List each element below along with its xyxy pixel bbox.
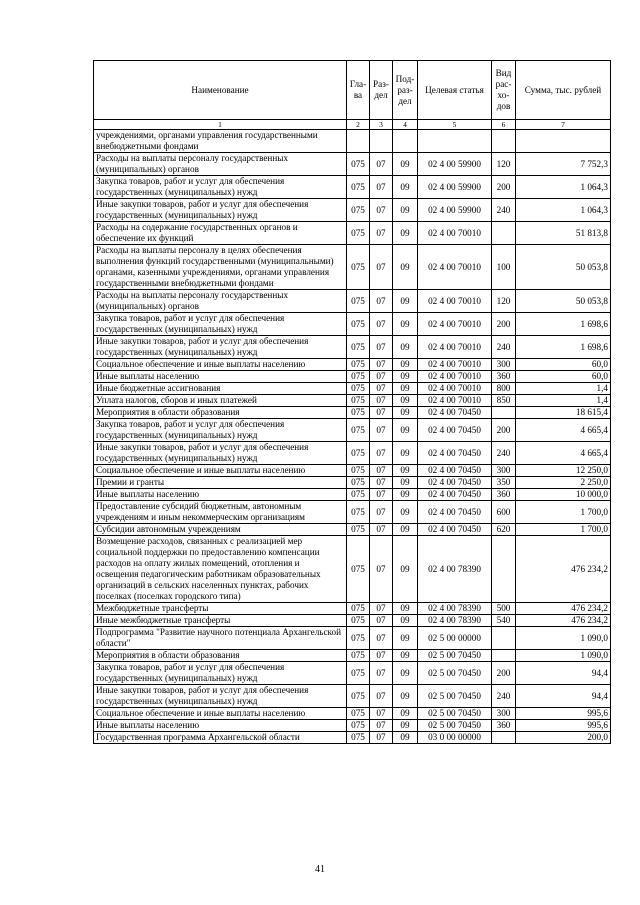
table-row [94, 524, 611, 536]
cell-expense-type: 200 [492, 662, 516, 685]
table-row [94, 383, 611, 395]
cell-section: 07 [370, 383, 393, 395]
cell-amount: 1 700,0 [516, 524, 611, 536]
table-row [94, 313, 611, 336]
cell-chapter: 075 [347, 524, 370, 536]
cell-chapter: 075 [347, 419, 370, 442]
cell-chapter: 075 [347, 615, 370, 627]
cell-chapter: 075 [347, 371, 370, 383]
cell-section: 07 [370, 603, 393, 615]
cell-section [370, 130, 393, 153]
cell-section: 07 [370, 245, 393, 290]
cell-amount: 1 090,0 [516, 627, 611, 650]
header-expense-type: Вид рас-хо-дов [492, 61, 516, 120]
cell-section: 07 [370, 627, 393, 650]
table-row [94, 245, 611, 290]
cell-subsection: 09 [393, 732, 418, 744]
table-row [94, 465, 611, 477]
cell-section: 07 [370, 662, 393, 685]
cell-name: Иные межбюджетные трансферты [94, 615, 347, 627]
cell-subsection: 09 [393, 489, 418, 501]
cell-name: Премии и гранты [94, 477, 347, 489]
cell-section: 07 [370, 199, 393, 222]
cell-expense-type: 240 [492, 336, 516, 359]
cell-section: 07 [370, 501, 393, 524]
cell-name: Расходы на выплаты персоналу в целях обеспечения выполнения функций государственными (муниципальными) органами, казенными учреждениями, органами управления государственными внебюджетными фондами [94, 245, 347, 290]
cell-expense-type: 240 [492, 199, 516, 222]
cell-subsection: 09 [393, 199, 418, 222]
cell-amount: 51 813,8 [516, 222, 611, 245]
cell-section: 07 [370, 615, 393, 627]
cell-target-article: 02 4 00 70010 [418, 395, 492, 407]
cell-name: Социальное обеспечение и иные выплаты населению [94, 708, 347, 720]
cell-name: Предоставление субсидий бюджетным, автономным учреждениям и иным некоммерческим организациям [94, 501, 347, 524]
cell-section: 07 [370, 153, 393, 176]
cell-section: 07 [370, 419, 393, 442]
cell-target-article: 02 4 00 78390 [418, 615, 492, 627]
cell-section: 07 [370, 477, 393, 489]
cell-expense-type: 240 [492, 685, 516, 708]
cell-subsection: 09 [393, 524, 418, 536]
cell-subsection: 09 [393, 245, 418, 290]
cell-expense-type: 800 [492, 383, 516, 395]
cell-name: Мероприятия в области образования [94, 650, 347, 662]
cell-name: Закупка товаров, работ и услуг для обеспечения государственных (муниципальных) нужд [94, 313, 347, 336]
cell-expense-type: 360 [492, 371, 516, 383]
column-number: 2 [347, 120, 370, 130]
table-row [94, 650, 611, 662]
cell-target-article: 02 4 00 59900 [418, 199, 492, 222]
cell-chapter: 075 [347, 336, 370, 359]
cell-amount: 50 053,8 [516, 245, 611, 290]
cell-name: Уплата налогов, сборов и иных платежей [94, 395, 347, 407]
cell-chapter: 075 [347, 395, 370, 407]
cell-target-article: 02 4 00 59900 [418, 176, 492, 199]
cell-section: 07 [370, 336, 393, 359]
table-row [94, 627, 611, 650]
cell-amount: 995,6 [516, 720, 611, 732]
cell-expense-type: 100 [492, 245, 516, 290]
cell-amount: 1 064,3 [516, 199, 611, 222]
cell-expense-type: 620 [492, 524, 516, 536]
cell-amount: 1,4 [516, 383, 611, 395]
cell-target-article: 02 4 00 70450 [418, 477, 492, 489]
cell-section: 07 [370, 708, 393, 720]
header-chapter: Гла-ва [347, 61, 370, 120]
cell-target-article: 03 0 00 00000 [418, 732, 492, 744]
cell-amount: 1,4 [516, 395, 611, 407]
cell-amount: 1 700,0 [516, 501, 611, 524]
table-row [94, 501, 611, 524]
cell-target-article: 02 4 00 70010 [418, 336, 492, 359]
cell-target-article [418, 130, 492, 153]
column-number: 1 [94, 120, 347, 130]
cell-name: Закупка товаров, работ и услуг для обеспечения государственных (муниципальных) нужд [94, 176, 347, 199]
cell-section: 07 [370, 685, 393, 708]
cell-target-article: 02 4 00 70010 [418, 222, 492, 245]
cell-subsection: 09 [393, 222, 418, 245]
page-number: 41 [315, 864, 325, 875]
cell-section: 07 [370, 290, 393, 313]
cell-name: Возмещение расходов, связанных с реализацией мер социальной поддержки по предоставлению компенсации расходов на оплату жилых помещений, отопления и освещения педагогическим работникам образовательных организаций в сельских населенных пунктах, рабочих поселках (поселках городского типа) [94, 536, 347, 603]
table-row [94, 290, 611, 313]
cell-section: 07 [370, 465, 393, 477]
table-body [94, 130, 611, 744]
header-name: Наименование [94, 61, 347, 120]
cell-subsection: 09 [393, 395, 418, 407]
table-row [94, 489, 611, 501]
cell-amount: 10 000,0 [516, 489, 611, 501]
cell-chapter: 075 [347, 685, 370, 708]
cell-target-article: 02 4 00 78390 [418, 536, 492, 603]
cell-subsection: 09 [393, 536, 418, 603]
cell-amount: 12 250,0 [516, 465, 611, 477]
cell-amount: 4 665,4 [516, 419, 611, 442]
cell-expense-type [492, 650, 516, 662]
cell-section: 07 [370, 359, 393, 371]
cell-target-article: 02 4 00 70010 [418, 290, 492, 313]
cell-target-article: 02 5 00 00000 [418, 627, 492, 650]
cell-subsection: 09 [393, 720, 418, 732]
cell-name: Иные закупки товаров, работ и услуг для обеспечения государственных (муниципальных) нужд [94, 442, 347, 465]
header-subsection: Под-раз-дел [393, 61, 418, 120]
cell-chapter: 075 [347, 536, 370, 603]
cell-subsection: 09 [393, 477, 418, 489]
cell-name: Иные закупки товаров, работ и услуг для обеспечения государственных (муниципальных) нужд [94, 199, 347, 222]
column-number: 4 [393, 120, 418, 130]
cell-subsection: 09 [393, 465, 418, 477]
table-row [94, 536, 611, 603]
cell-name: Социальное обеспечение и иные выплаты населению [94, 465, 347, 477]
cell-target-article: 02 4 00 70450 [418, 524, 492, 536]
cell-expense-type [492, 222, 516, 245]
cell-name: Иные выплаты населению [94, 371, 347, 383]
cell-amount: 18 615,4 [516, 407, 611, 419]
cell-section: 07 [370, 524, 393, 536]
cell-chapter: 075 [347, 650, 370, 662]
table-row [94, 662, 611, 685]
table-row [94, 419, 611, 442]
cell-chapter: 075 [347, 442, 370, 465]
cell-expense-type: 120 [492, 290, 516, 313]
cell-amount: 1 698,6 [516, 336, 611, 359]
cell-chapter: 075 [347, 407, 370, 419]
cell-expense-type: 600 [492, 501, 516, 524]
cell-chapter: 075 [347, 290, 370, 313]
cell-chapter: 075 [347, 603, 370, 615]
cell-expense-type [492, 130, 516, 153]
cell-chapter: 075 [347, 313, 370, 336]
cell-section: 07 [370, 489, 393, 501]
cell-subsection: 09 [393, 359, 418, 371]
cell-target-article: 02 5 00 70450 [418, 662, 492, 685]
cell-chapter: 075 [347, 383, 370, 395]
cell-subsection: 09 [393, 383, 418, 395]
cell-expense-type: 300 [492, 465, 516, 477]
column-number-row [94, 120, 611, 130]
cell-subsection: 09 [393, 176, 418, 199]
cell-target-article: 02 4 00 59900 [418, 153, 492, 176]
table-row [94, 407, 611, 419]
cell-amount: 995,6 [516, 708, 611, 720]
cell-target-article: 02 4 00 70010 [418, 359, 492, 371]
cell-subsection [393, 130, 418, 153]
table-row [94, 477, 611, 489]
cell-amount: 7 752,3 [516, 153, 611, 176]
cell-amount: 1 698,6 [516, 313, 611, 336]
cell-chapter: 075 [347, 720, 370, 732]
table-row [94, 708, 611, 720]
cell-section: 07 [370, 313, 393, 336]
cell-expense-type [492, 536, 516, 603]
cell-target-article: 02 4 00 70450 [418, 465, 492, 477]
table-row [94, 222, 611, 245]
cell-name: Иные выплаты населению [94, 720, 347, 732]
cell-section: 07 [370, 176, 393, 199]
cell-amount: 200,0 [516, 732, 611, 744]
cell-amount: 60,0 [516, 359, 611, 371]
cell-target-article: 02 4 00 70450 [418, 489, 492, 501]
cell-name: Подпрограмма "Развитие научного потенциала Архангельской области" [94, 627, 347, 650]
cell-name: Закупка товаров, работ и услуг для обеспечения государственных (муниципальных) нужд [94, 662, 347, 685]
cell-section: 07 [370, 222, 393, 245]
cell-section: 07 [370, 395, 393, 407]
cell-subsection: 09 [393, 615, 418, 627]
table-row [94, 395, 611, 407]
cell-name: Иные бюджетные ассигнования [94, 383, 347, 395]
header-section: Раз-дел [370, 61, 393, 120]
header-target-article: Целевая статья [418, 61, 492, 120]
cell-subsection: 09 [393, 603, 418, 615]
table-row [94, 359, 611, 371]
cell-amount: 476 234,2 [516, 536, 611, 603]
cell-subsection: 09 [393, 371, 418, 383]
table-row [94, 603, 611, 615]
cell-section: 07 [370, 371, 393, 383]
cell-expense-type: 200 [492, 419, 516, 442]
cell-expense-type: 360 [492, 720, 516, 732]
cell-chapter: 075 [347, 176, 370, 199]
cell-chapter: 075 [347, 359, 370, 371]
cell-target-article: 02 4 00 70450 [418, 419, 492, 442]
table-row [94, 371, 611, 383]
cell-subsection: 09 [393, 313, 418, 336]
cell-section: 07 [370, 732, 393, 744]
table-header [94, 61, 611, 130]
cell-chapter: 075 [347, 465, 370, 477]
cell-expense-type: 540 [492, 615, 516, 627]
cell-name: Субсидии автономным учреждениям [94, 524, 347, 536]
table-row [94, 442, 611, 465]
cell-amount: 1 090,0 [516, 650, 611, 662]
cell-chapter: 075 [347, 627, 370, 650]
table-row [94, 685, 611, 708]
cell-target-article: 02 4 00 70010 [418, 245, 492, 290]
header-amount: Сумма, тыс. рублей [516, 61, 611, 120]
cell-chapter: 075 [347, 732, 370, 744]
cell-subsection: 09 [393, 407, 418, 419]
cell-target-article: 02 4 00 70450 [418, 442, 492, 465]
cell-name: учреждениями, органами управления государственными внебюджетными фондами [94, 130, 347, 153]
cell-section: 07 [370, 536, 393, 603]
cell-amount: 94,4 [516, 662, 611, 685]
cell-target-article: 02 4 00 70450 [418, 501, 492, 524]
column-number: 5 [418, 120, 492, 130]
cell-chapter [347, 130, 370, 153]
cell-amount: 2 250,0 [516, 477, 611, 489]
cell-name: Иные закупки товаров, работ и услуг для обеспечения государственных (муниципальных) нужд [94, 685, 347, 708]
cell-expense-type: 200 [492, 176, 516, 199]
cell-name: Социальное обеспечение и иные выплаты населению [94, 359, 347, 371]
cell-name: Иные выплаты населению [94, 489, 347, 501]
cell-name: Межбюджетные трансферты [94, 603, 347, 615]
cell-subsection: 09 [393, 442, 418, 465]
cell-subsection: 09 [393, 419, 418, 442]
column-number: 7 [516, 120, 611, 130]
table-row [94, 336, 611, 359]
cell-amount: 476 234,2 [516, 603, 611, 615]
table-row [94, 176, 611, 199]
cell-name: Расходы на выплаты персоналу государственных (муниципальных) органов [94, 290, 347, 313]
budget-table [93, 60, 611, 744]
cell-amount: 94,4 [516, 685, 611, 708]
cell-section: 07 [370, 407, 393, 419]
cell-amount: 1 064,3 [516, 176, 611, 199]
cell-expense-type: 240 [492, 442, 516, 465]
cell-target-article: 02 4 00 70450 [418, 407, 492, 419]
cell-expense-type: 360 [492, 489, 516, 501]
cell-target-article: 02 5 00 70450 [418, 720, 492, 732]
cell-name: Расходы на выплаты персоналу государственных (муниципальных) органов [94, 153, 347, 176]
cell-subsection: 09 [393, 662, 418, 685]
cell-name: Иные закупки товаров, работ и услуг для обеспечения государственных (муниципальных) нужд [94, 336, 347, 359]
cell-subsection: 09 [393, 153, 418, 176]
cell-subsection: 09 [393, 650, 418, 662]
cell-chapter: 075 [347, 222, 370, 245]
cell-target-article: 02 5 00 70450 [418, 685, 492, 708]
cell-subsection: 09 [393, 336, 418, 359]
cell-subsection: 09 [393, 290, 418, 313]
cell-expense-type [492, 407, 516, 419]
column-number: 3 [370, 120, 393, 130]
cell-expense-type: 300 [492, 359, 516, 371]
cell-name: Государственная программа Архангельской области [94, 732, 347, 744]
cell-section: 07 [370, 442, 393, 465]
cell-subsection: 09 [393, 627, 418, 650]
cell-amount: 4 665,4 [516, 442, 611, 465]
cell-chapter: 075 [347, 199, 370, 222]
cell-target-article: 02 5 00 70450 [418, 650, 492, 662]
cell-expense-type: 500 [492, 603, 516, 615]
cell-expense-type [492, 732, 516, 744]
cell-expense-type: 120 [492, 153, 516, 176]
cell-chapter: 075 [347, 477, 370, 489]
table-row [94, 615, 611, 627]
cell-target-article: 02 4 00 70010 [418, 313, 492, 336]
cell-section: 07 [370, 650, 393, 662]
table-row [94, 130, 611, 153]
cell-name: Мероприятия в области образования [94, 407, 347, 419]
column-number: 6 [492, 120, 516, 130]
cell-name: Расходы на содержание государственных органов и обеспечение их функций [94, 222, 347, 245]
cell-expense-type: 350 [492, 477, 516, 489]
cell-amount [516, 130, 611, 153]
cell-amount: 476 234,2 [516, 615, 611, 627]
cell-chapter: 075 [347, 708, 370, 720]
cell-chapter: 075 [347, 153, 370, 176]
cell-expense-type [492, 627, 516, 650]
cell-expense-type: 200 [492, 313, 516, 336]
table-row [94, 732, 611, 744]
cell-target-article: 02 4 00 78390 [418, 603, 492, 615]
table-row [94, 153, 611, 176]
cell-name: Закупка товаров, работ и услуг для обеспечения государственных (муниципальных) нужд [94, 419, 347, 442]
cell-expense-type: 300 [492, 708, 516, 720]
cell-chapter: 075 [347, 662, 370, 685]
cell-amount: 50 053,8 [516, 290, 611, 313]
cell-chapter: 075 [347, 245, 370, 290]
cell-subsection: 09 [393, 685, 418, 708]
cell-target-article: 02 5 00 70450 [418, 708, 492, 720]
table-row [94, 199, 611, 222]
cell-subsection: 09 [393, 708, 418, 720]
cell-target-article: 02 4 00 70010 [418, 371, 492, 383]
cell-chapter: 075 [347, 489, 370, 501]
cell-chapter: 075 [347, 501, 370, 524]
cell-target-article: 02 4 00 70010 [418, 383, 492, 395]
cell-subsection: 09 [393, 501, 418, 524]
cell-amount: 60,0 [516, 371, 611, 383]
cell-expense-type: 850 [492, 395, 516, 407]
cell-section: 07 [370, 720, 393, 732]
table-row [94, 720, 611, 732]
